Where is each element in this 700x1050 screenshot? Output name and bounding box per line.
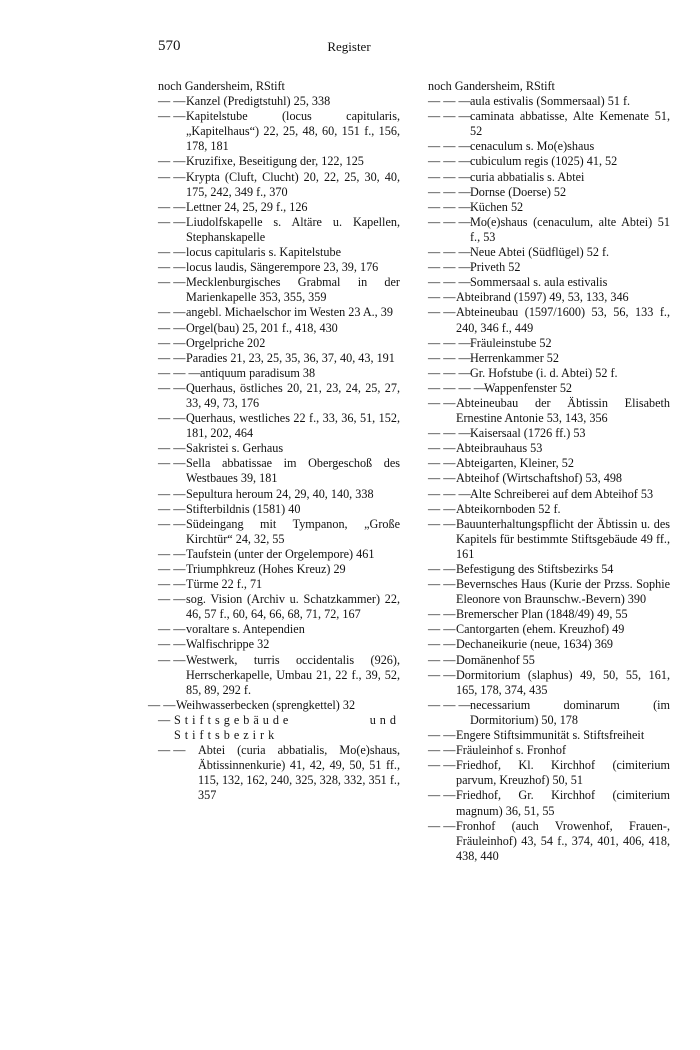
entry-dash: — — xyxy=(158,380,186,395)
entry-text: Abteibrauhaus 53 xyxy=(456,441,543,456)
entry-text: Kapitelstube (locus capitularis, „Kapitelhaus“) 22, 25, 48, 60, 151 f., 156, 178, 181 xyxy=(186,109,400,154)
entry-text: Paradies 21, 23, 25, 35, 36, 37, 40, 43, 191 xyxy=(186,350,395,365)
entry-dash: — — xyxy=(158,562,186,576)
index-entry xyxy=(158,215,400,245)
entry-dash: — — xyxy=(428,758,456,773)
entry-text: Sepultura heroum 24, 29, 40, 140, 338 xyxy=(186,486,374,501)
entry-dash: — — xyxy=(428,456,456,471)
entry-dash: — — xyxy=(158,154,186,169)
index-entry xyxy=(428,471,670,486)
index-entry xyxy=(428,668,670,698)
entry-text: Befestigung des Stiftsbezirks 54 xyxy=(456,562,614,576)
index-entry xyxy=(428,154,670,169)
index-entry xyxy=(158,305,400,320)
entry-text: Sommersaal s. aula estivalis xyxy=(470,275,608,290)
page-number: 570 xyxy=(158,38,181,54)
entry-dash: — — xyxy=(158,743,186,758)
index-entry xyxy=(428,305,670,335)
index-entry xyxy=(158,653,400,698)
entry-dash: — — xyxy=(158,169,186,184)
index-entry xyxy=(158,502,400,517)
index-entry xyxy=(428,502,670,517)
entry-dash: — — xyxy=(158,501,186,516)
entry-dash: — — xyxy=(428,471,456,486)
index-entry xyxy=(158,622,400,637)
entry-dash: — — xyxy=(428,652,456,667)
index-entry xyxy=(428,200,670,215)
index-entry xyxy=(158,260,400,275)
index-entry xyxy=(428,607,670,622)
index-entry xyxy=(158,713,400,743)
entry-text: Herrenkammer 52 xyxy=(470,350,559,365)
index-entry xyxy=(428,577,670,607)
entry-dash: — — xyxy=(428,622,456,637)
entry-text: Friedhof, Kl. Kirchhof (cimiterium parvum, Kreuzhof) 50, 51 xyxy=(456,758,670,788)
entry-dash: — — xyxy=(428,743,456,758)
entry-text: Abtei (curia abbatialis, Mo(e)shaus, Äbtissinnenkurie) 41, 42, 49, 50, 51 ff., 115, 132, 162, 240, 325, 328, 332, 351 f., 357 xyxy=(198,743,400,803)
entry-dash: — — xyxy=(428,501,456,516)
entry-text: Fronhof (auch Vrowenhof, Frauen-, Fräuleinhof) 43, 54 f., 374, 401, 406, 418, 438, 440 xyxy=(456,818,670,863)
entry-dash: — — xyxy=(428,516,456,531)
entry-text: Abteineubau der Äbtissin Elisabeth Ernestine Antonie 53, 143, 356 xyxy=(456,395,670,426)
section-heading xyxy=(158,79,400,94)
index-entry xyxy=(158,411,400,441)
entry-text: Abteigarten, Kleiner, 52 xyxy=(456,456,574,471)
index-entry xyxy=(158,154,400,169)
index-entry xyxy=(158,637,400,652)
entry-text: cubiculum regis (1025) 41, 52 xyxy=(470,154,618,169)
entry-text: necessarium dominarum (im Dormitorium) 50, 178 xyxy=(470,697,670,727)
entry-text: Orgelpriche 202 xyxy=(186,335,266,350)
index-entry xyxy=(158,94,400,109)
index-entry xyxy=(428,381,670,396)
entry-dash: — — — xyxy=(428,426,471,441)
entry-dash: — — xyxy=(158,109,186,124)
entry-text: Fräuleinhof s. Fronhof xyxy=(456,743,567,758)
index-entry xyxy=(158,547,400,562)
entry-text: sog. Vision (Archiv u. Schatzkammer) 22, 46, 57 f., 60, 64, 66, 68, 71, 72, 167 xyxy=(186,592,400,622)
entry-text: Bevernsches Haus (Kurie der Przss. Sophie Eleonore von Braunschw.-Bevern) 390 xyxy=(456,577,670,607)
index-entry xyxy=(158,381,400,411)
entry-text: cenaculum s. Mo(e)shaus xyxy=(470,139,595,154)
entry-text: Triumphkreuz (Hohes Kreuz) 29 xyxy=(186,562,346,576)
index-entry xyxy=(158,487,400,502)
section-heading xyxy=(428,79,670,94)
entry-dash: — — — xyxy=(428,139,471,154)
heading-text: Gandersheim, RStift xyxy=(451,79,555,93)
entry-text: Kruzifixe, Beseitigung der, 122, 125 xyxy=(186,154,364,169)
entry-dash: — — xyxy=(158,637,186,652)
entry-list xyxy=(428,94,670,864)
index-entry xyxy=(158,351,400,366)
index-entry xyxy=(428,170,670,185)
entry-dash: — — — xyxy=(428,109,471,124)
index-entry xyxy=(428,622,670,637)
index-entry xyxy=(428,396,670,426)
entry-dash: — — xyxy=(158,516,186,531)
entry-text: Mo(e)shaus (cenaculum, alte Abtei) 51 f., 53 xyxy=(470,214,670,244)
entry-dash: — — — — xyxy=(428,380,486,395)
entry-text: curia abbatialis s. Abtei xyxy=(470,169,585,184)
entry-text: Dormitorium (slaphus) 49, 50, 55, 161, 165, 178, 374, 435 xyxy=(456,667,670,697)
entry-dash: — — xyxy=(428,788,456,803)
index-entry xyxy=(158,577,400,592)
entry-text: Bauunterhaltungspflicht der Äbtissin u. des Kapitels für bestimmte Stiftsgebäude 49 ff., 161 xyxy=(456,516,670,561)
entry-text: Friedhof, Gr. Kirchhof (cimiterium magnum) 36, 51, 55 xyxy=(456,788,670,818)
index-entry xyxy=(428,94,670,109)
entry-text: Domänenhof 55 xyxy=(456,652,535,667)
entry-text: Orgel(bau) 25, 201 f., 418, 430 xyxy=(186,320,338,335)
entry-dash: — — xyxy=(158,546,186,561)
entry-dash: — — — xyxy=(428,214,471,229)
index-entry xyxy=(428,441,670,456)
index-entry xyxy=(158,592,400,622)
entry-text: Abteineubau (1597/1600) 53, 56, 133 f., 240, 346 f., 449 xyxy=(456,305,670,335)
entry-dash: — — xyxy=(158,441,186,456)
entry-text: Neue Abtei (Südflügel) 52 f. xyxy=(470,245,610,260)
index-entry xyxy=(158,170,400,200)
entry-text: Küchen 52 xyxy=(470,199,524,214)
entry-dash: — — xyxy=(158,94,186,109)
entry-text: Querhaus, westliches 22 f., 33, 36, 51, 152, 181, 202, 464 xyxy=(186,411,400,441)
entry-text: Abteibrand (1597) 49, 53, 133, 346 xyxy=(456,290,629,305)
index-entry xyxy=(428,562,670,577)
entry-dash: — — — xyxy=(428,275,471,290)
index-entry xyxy=(428,758,670,788)
entry-dash: — — — xyxy=(428,260,471,275)
index-entry xyxy=(428,653,670,668)
index-entry xyxy=(428,185,670,200)
entry-text: Gr. Hofstube (i. d. Abtei) 52 f. xyxy=(470,365,618,380)
entry-dash: — — xyxy=(158,652,186,667)
entry-text: Weihwasserbecken (sprengkettel) 32 xyxy=(176,697,356,712)
heading-noch: noch xyxy=(428,79,452,93)
entry-text: Liudolfskapelle s. Altäre u. Kapellen, Stephanskapelle xyxy=(186,214,400,244)
index-entry xyxy=(428,698,670,728)
entry-dash: — — xyxy=(158,486,186,501)
entry-dash: — — xyxy=(158,260,186,275)
entry-text: Dechaneikurie (neue, 1634) 369 xyxy=(456,637,614,652)
index-entry xyxy=(158,321,400,336)
index-entry xyxy=(158,200,400,215)
entry-dash: — — xyxy=(158,245,186,260)
index-entry xyxy=(428,788,670,818)
entry-dash: — — xyxy=(158,214,186,229)
index-entry xyxy=(158,366,400,381)
index-entry xyxy=(428,728,670,743)
entry-text: Dornse (Doerse) 52 xyxy=(470,184,567,199)
entry-text: Südeingang mit Tympanon, „Große Kirchtür“ 24, 32, 55 xyxy=(186,516,400,546)
index-entry xyxy=(428,109,670,139)
entry-dash: — — — xyxy=(428,184,471,199)
entry-text: Taufstein (unter der Orgelempore) 461 xyxy=(186,546,375,561)
index-entry xyxy=(428,426,670,441)
entry-dash: — — xyxy=(428,637,456,652)
entry-text: Kaisersaal (1726 ff.) 53 xyxy=(470,426,586,441)
entry-text: caminata abbatisse, Alte Kemenate 51, 52 xyxy=(470,109,670,139)
entry-dash: — — — xyxy=(428,169,471,184)
index-entry xyxy=(428,336,670,351)
entry-dash: — — xyxy=(158,320,186,335)
index-entry xyxy=(428,819,670,864)
entry-dash: — — — xyxy=(158,365,201,380)
index-entry xyxy=(158,517,400,547)
entry-text: aula estivalis (Sommersaal) 51 f. xyxy=(470,94,631,109)
index-entry xyxy=(428,215,670,245)
entry-dash: — — xyxy=(148,697,176,712)
index-entry xyxy=(428,487,670,502)
index-entry xyxy=(158,336,400,351)
page-title: Register xyxy=(327,39,371,54)
page-header xyxy=(158,38,540,58)
index-entry xyxy=(428,743,670,758)
entry-text: Lettner 24, 25, 29 f., 126 xyxy=(186,199,308,214)
entry-dash: — — xyxy=(158,456,186,471)
entry-dash: — — — xyxy=(428,154,471,169)
index-entry xyxy=(428,139,670,154)
entry-dash: — — xyxy=(428,818,456,833)
index-entry xyxy=(428,245,670,260)
entry-text: angebl. Michaelschor im Westen 23 A., 39 xyxy=(186,305,393,320)
entry-list xyxy=(158,94,400,698)
entry-dash: — — xyxy=(428,667,456,682)
entry-text: Kanzel (Predigtstuhl) 25, 338 xyxy=(186,94,331,109)
index-entry xyxy=(158,456,400,486)
index-entry xyxy=(158,562,400,577)
entry-dash: — — xyxy=(428,395,456,410)
entry-text: Alte Schreiberei auf dem Abteihof 53 xyxy=(470,486,654,501)
entry-text: Fräuleinstube 52 xyxy=(470,335,552,350)
index-entry xyxy=(428,366,670,381)
index-entry xyxy=(428,351,670,366)
index-entry xyxy=(158,245,400,260)
entry-dash: — — xyxy=(158,622,186,637)
entry-dash: — — xyxy=(428,607,456,622)
entry-text: Stifterbildnis (1581) 40 xyxy=(186,501,301,516)
entry-dash: — — xyxy=(428,577,456,592)
entry-dash: — — — xyxy=(428,486,471,501)
entry-text: Abteihof (Wirtschaftshof) 53, 498 xyxy=(456,471,623,486)
heading-noch: noch xyxy=(158,79,182,93)
entry-dash: — — — xyxy=(428,245,471,260)
entry-dash: — xyxy=(158,712,171,727)
index-entry xyxy=(428,456,670,471)
entry-text: Krypta (Cluft, Clucht) 20, 22, 25, 30, 40, 175, 242, 349 f., 370 xyxy=(186,169,400,199)
index-entry xyxy=(158,109,400,154)
entry-text: Mecklenburgisches Grabmal in der Marienkapelle 353, 355, 359 xyxy=(186,275,400,305)
index-entry xyxy=(428,517,670,562)
entry-text: Walfischrippe 32 xyxy=(186,637,270,652)
entry-dash: — — — xyxy=(428,94,471,109)
entry-dash: — — — xyxy=(428,199,471,214)
entry-dash: — — xyxy=(158,275,186,290)
entry-dash: — — — xyxy=(428,365,471,380)
entry-text: locus capitularis s. Kapitelstube xyxy=(186,245,342,260)
index-entry xyxy=(428,275,670,290)
index-entry xyxy=(428,260,670,275)
entry-dash: — — xyxy=(158,411,186,426)
index-entry xyxy=(158,441,400,456)
index-column-right xyxy=(428,79,670,864)
entry-text: Engere Stiftsimmunität s. Stiftsfreiheit xyxy=(456,728,645,743)
entry-dash: — — xyxy=(158,577,186,592)
heading-text: Gandersheim, RStift xyxy=(181,79,285,93)
entry-dash: — — xyxy=(428,562,456,576)
entry-dash: — — xyxy=(158,199,186,214)
entry-dash: — — xyxy=(428,441,456,456)
entry-text: Sella abbatissae im Obergeschoß des Westbaues 39, 181 xyxy=(186,456,400,486)
entry-dash: — — xyxy=(158,350,186,365)
entry-dash: — — — xyxy=(428,697,471,712)
entry-text: Wappenfenster 52 xyxy=(484,380,573,395)
entry-text: Türme 22 f., 71 xyxy=(186,577,263,592)
index-entry xyxy=(148,698,400,713)
index-entry xyxy=(158,743,400,803)
entry-text: Sakristei s. Gerhaus xyxy=(186,441,284,456)
entry-dash: — — xyxy=(158,305,186,320)
entry-text: voraltare s. Antependien xyxy=(186,622,305,637)
entry-text: Abteikornboden 52 f. xyxy=(456,501,561,516)
entry-dash: — — xyxy=(158,335,186,350)
entry-dash: — — xyxy=(428,290,456,305)
entry-text: Querhaus, östliches 20, 21, 23, 24, 25, 27, 33, 49, 73, 176 xyxy=(186,380,400,410)
entry-dash: — — xyxy=(158,592,186,607)
index-entry xyxy=(428,290,670,305)
entry-dash: — — — xyxy=(428,335,471,350)
entry-dash: — — xyxy=(428,728,456,743)
entry-text: Westwerk, turris occidentalis (926), Herrscherkapelle, Umbau 21, 22 f., 39, 52, 85, 89, 292 f. xyxy=(186,652,400,697)
entry-text: Bremerscher Plan (1848/49) 49, 55 xyxy=(456,607,628,622)
entry-text: Priveth 52 xyxy=(470,260,521,275)
index-entry xyxy=(158,275,400,305)
entry-text: antiquum paradisum 38 xyxy=(200,365,316,380)
entry-dash: — — xyxy=(428,305,456,320)
entry-text: Cantorgarten (ehem. Kreuzhof) 49 xyxy=(456,622,625,637)
entry-text: Stiftsgebäude und Stiftsbezirk xyxy=(174,712,400,743)
entry-dash: — — — xyxy=(428,350,471,365)
index-column-left xyxy=(148,79,400,804)
index-entry xyxy=(428,637,670,652)
entry-text: locus laudis, Sängerempore 23, 39, 176 xyxy=(186,260,379,275)
